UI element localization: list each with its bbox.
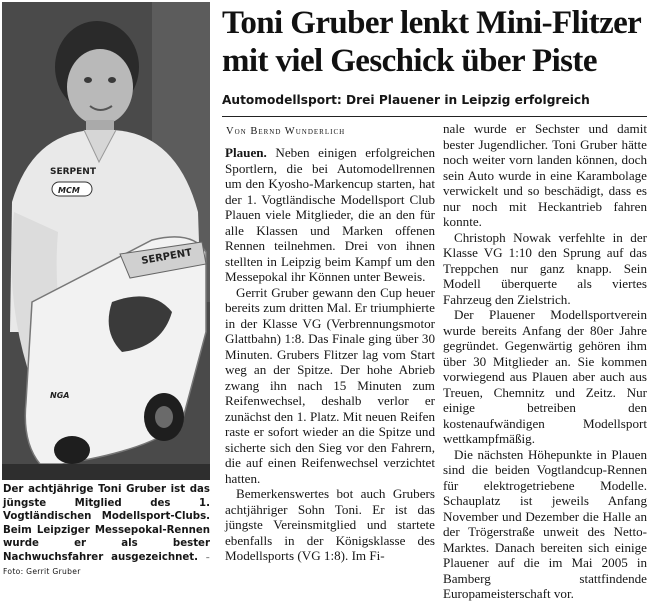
photo-floor [2, 464, 210, 480]
article-paragraph: Der Plauener Modellsportverein wurde bereits Anfang der 80er Jahre gegründet. Gegenwärtig gehören ihm über 30 Mitglieder an. Sie kommen vorwiegend aus Plauen aber auch aus Treuen, Chemnitz und Zeitz. Nur einige betreiben den kostenaufwändigen Modellsport wettkampfmäßig. [443, 307, 647, 446]
article-subheadline: Automodellsport: Drei Plauener in Leipzig erfolgreich [222, 93, 590, 107]
article-paragraph: Die nächsten Höhepunkte in Plauen sind die beiden Vogtlandcup-Rennen für elektrogetriebene Modelle. Schauplatz ist jeweils Anfang November und Dezember die Halle an der Trögerstraße unweit des Netto-Marktes. Danach bereiten sich einige Plauener auf die im Mai 2005 in Bamberg stattfindende Europameisterschaft vor. [443, 446, 647, 601]
photo-caption [3, 483, 210, 578]
headline-divider [222, 116, 647, 117]
photo-illustration [2, 2, 210, 480]
boy-eye-left [84, 77, 92, 83]
boy-face [67, 49, 133, 125]
rc-car-hub-rear [155, 406, 173, 428]
car-decal-nga: NGA [50, 391, 70, 400]
article-paragraph-text: Neben einigen erfolgreichen Sportlern, die bei Automodellrennen um den Kyosho-Markencup starten, hat der 1. Vogtländische Modellsport Club Plauen viele Mitglieder, die an den für alle Klassen und Marken offenen Rennen teilnehmen. Drei von ihnen stellten in Leipzig beim Kampf um den Messepokal ihr Können unter Beweis. [225, 145, 435, 284]
article-byline: Von Bernd Wunderlich [226, 126, 346, 137]
article-paragraph: Gerrit Gruber gewann den Cup heuer bereits zum dritten Mal. Er triumphierte in der Klasse VG (Verbrennungsmotor Glattbahn) 1:8. Das Finale ging über 30 Minuten. Grubers Flitzer lag vom Start weg an der Spitze. Der hohe Abrieb zwang ihn nach 15 Minuten zum Reifenwechsel, deshalb verlor er zunächst den 1. Platz. Mit neuen Reifen raste er sofort wieder an die Spitze und sicherte sich den Sieg vor den Fahrern, die auf einen Reifenwechsel verzichtet hatten. [225, 284, 435, 486]
article-headline: Toni Gruber lenkt Mini-Flitzer mit viel Geschick über Piste [222, 5, 641, 79]
article-column-2 [443, 121, 647, 602]
photo-credit: –Foto: Gerrit Gruber [3, 552, 210, 576]
article-dateline: Plauen. [225, 145, 267, 160]
article-paragraph: Bemerkenswertes bot auch Grubers achtjähriger Sohn Toni. Er ist das jüngste Vereinsmitglied und startete ebenfalls in der Königsklasse des Modellsports (VG 1:8). Im Fi- [225, 486, 435, 563]
shirt-decal-serpent: SERPENT [50, 167, 96, 177]
article-paragraph: Christoph Nowak verfehlte in der Klasse VG 1:10 den Sprung auf das Treppchen nur ganz knapp. Sein Modell überquerte als viertes Fahrzeug den Zielstrich. [443, 229, 647, 307]
rc-car-wheel-front [54, 436, 90, 464]
boy-eye-right [108, 77, 116, 83]
shirt-decal-mcm: MCM [58, 186, 80, 195]
article-column-1 [225, 145, 435, 564]
car-decal-serpent: SERPENT [140, 247, 193, 267]
caption-text: Der achtjährige Toni Gruber ist das jüngste Mitglied des 1. Vogtländischen Modellsport-Clubs. Beim Leipziger Messepokal-Rennen wurde er als bester Nachwuchsfahrer ausgezeichnet. [3, 484, 210, 563]
article-paragraph: nale wurde er Sechster und damit bester Jugendlicher. Toni Gruber hätte noch weiter vorn landen können, doch sein Auto wurde in eine Karambolage verwickelt und so beschädigt, dass es nur noch mit Heckantrieb fahren konnte. [443, 121, 647, 229]
news-photo [2, 2, 210, 480]
article-paragraph [225, 145, 435, 285]
